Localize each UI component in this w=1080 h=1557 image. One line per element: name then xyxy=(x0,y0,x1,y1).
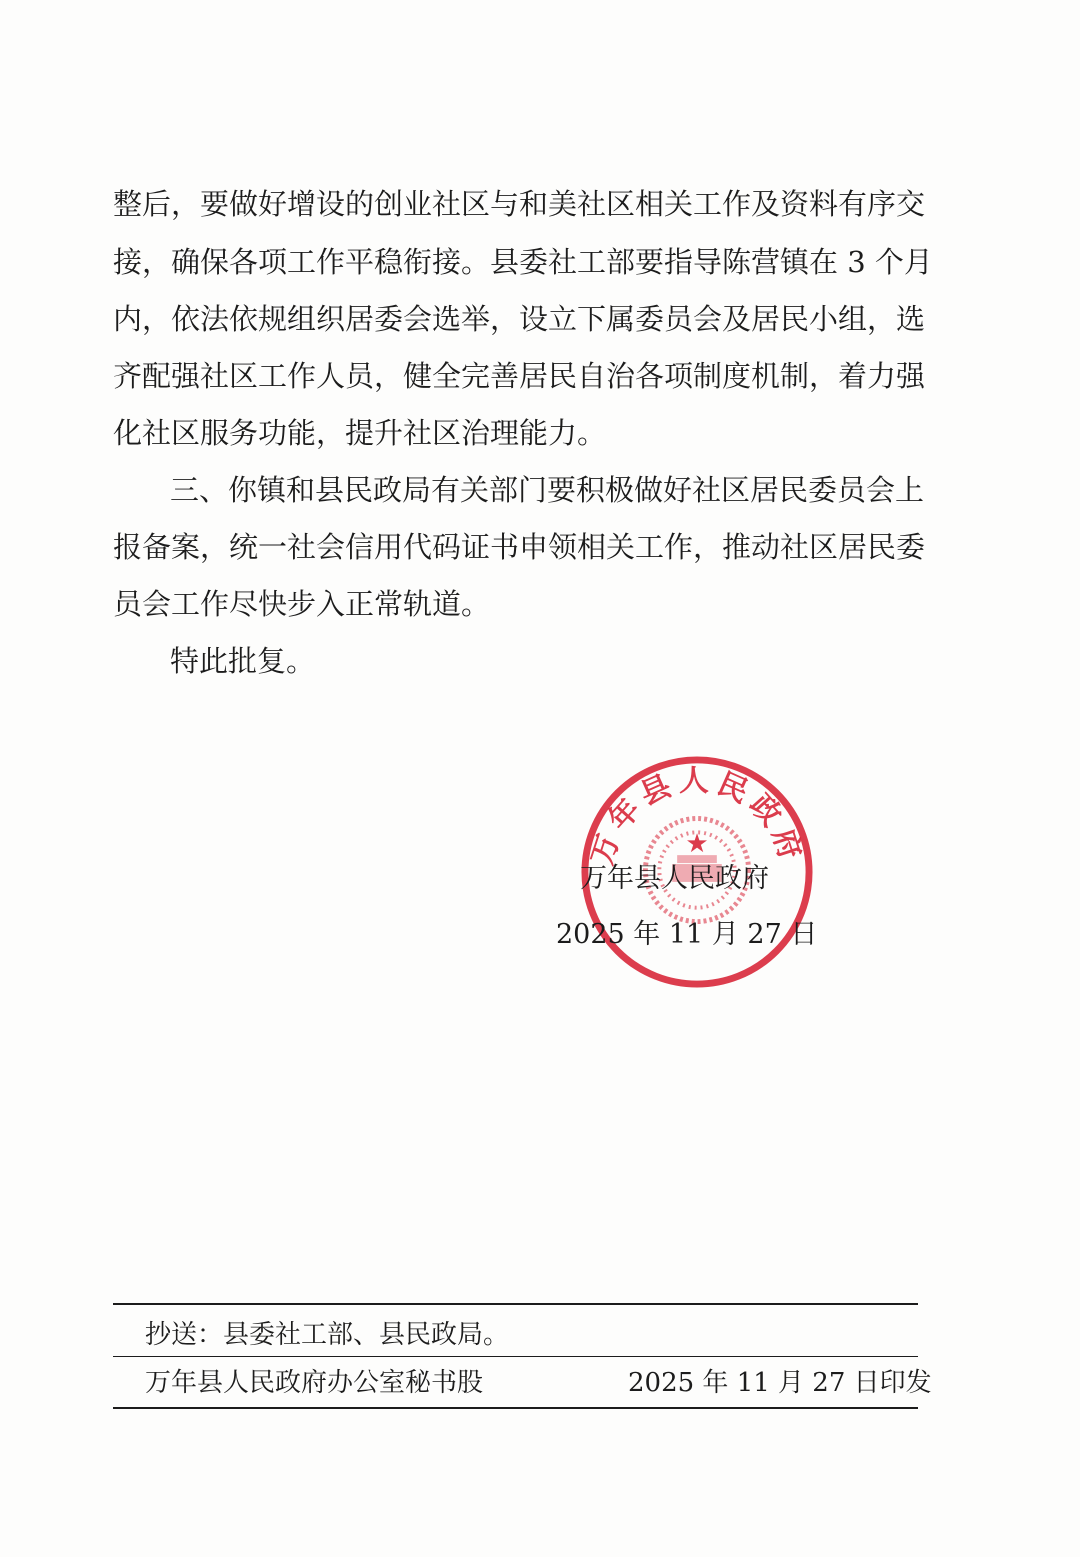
issue-date: 2025 年 11 月 27 日印发 xyxy=(628,1368,932,1398)
body-line-8: 员会工作尽快步入正常轨道。 xyxy=(113,587,491,621)
body-line-7: 报备案，统一社会信用代码证书申领相关工作，推动社区居民委 xyxy=(113,530,926,564)
signature-org: 万年县人民政府 xyxy=(580,863,769,894)
signature-date: 2025 年 11 月 27 日 xyxy=(556,919,818,950)
seal-arc-text: 万年县人民政府 xyxy=(584,763,810,870)
footer-rule-bottom xyxy=(113,1407,918,1409)
cc-line: 抄送：县委社工部、县民政局。 xyxy=(145,1320,510,1350)
body-line-1: 整后，要做好增设的创业社区与和美社区相关工作及资料有序交 xyxy=(113,187,926,221)
issuer: 万年县人民政府办公室秘书股 xyxy=(145,1368,484,1398)
footer-rule-middle xyxy=(113,1356,918,1357)
body-line-3: 内，依法依规组织居委会选举，设立下属委员会及居民小组，选 xyxy=(113,302,926,336)
body-line-4: 齐配强社区工作人员，健全完善居民自治各项制度机制，着力强 xyxy=(113,359,926,393)
body-line-5: 化社区服务功能，提升社区治理能力。 xyxy=(113,416,607,450)
body-line-6: 三、你镇和县民政局有关部门要积极做好社区居民委员会上 xyxy=(170,473,925,507)
footer-rule-top xyxy=(113,1303,918,1305)
closing-line: 特此批复。 xyxy=(170,644,316,678)
seal-star-icon: ★ xyxy=(685,829,709,860)
body-line-2: 接，确保各项工作平稳衔接。县委社工部要指导陈营镇在 3 个月 xyxy=(113,245,933,279)
